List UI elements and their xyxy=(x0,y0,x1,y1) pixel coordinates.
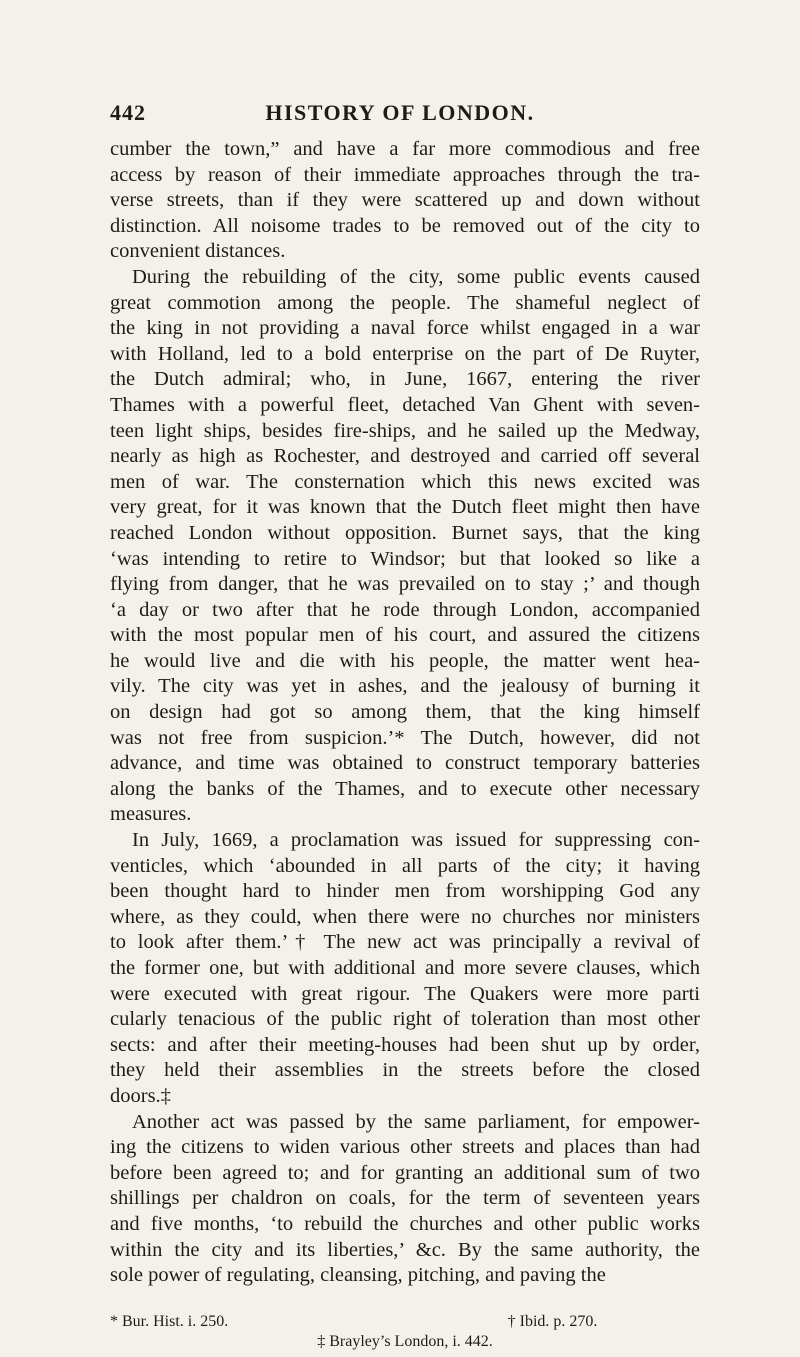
page-header xyxy=(0,100,800,130)
paragraph xyxy=(110,265,700,828)
text-line: the king in not providing a naval force whilst engaged in a war xyxy=(110,317,700,340)
text-line: with Holland, led to a bold enterprise on the part of De Ruyter, xyxy=(110,342,700,365)
text-line: great commotion among the people. The shameful neglect of xyxy=(110,291,700,314)
text-line: ing the citizens to widen various other streets and places than had xyxy=(110,1136,700,1159)
text-line: on design had got so among them, that the king himself xyxy=(110,701,700,724)
text-line: to look after them.’† The new act was principally a revival of xyxy=(110,931,700,954)
text-line: ‘was intending to retire to Windsor; but that looked so like a xyxy=(110,547,700,570)
text-line: along the banks of the Thames, and to execute other necessary xyxy=(110,777,700,800)
text-line: very great, for it was known that the Dutch fleet might then have xyxy=(110,496,700,519)
text-line: doors.‡ xyxy=(110,1084,171,1107)
text-line: In July, 1669, a proclamation was issued for suppressing con- xyxy=(132,829,700,852)
text-line: shillings per chaldron on coals, for the term of seventeen years xyxy=(110,1187,700,1210)
text-line: with the most popular men of his court, and assured the citizens xyxy=(110,624,700,647)
text-line: was not free from suspicion.’* The Dutch, however, did not xyxy=(110,726,700,749)
text-line: distinction. All noisome trades to be removed out of the city to xyxy=(110,214,700,237)
running-title: HISTORY OF LONDON. xyxy=(265,100,535,125)
text-line: teen light ships, besides fire-ships, and he sailed up the Medway, xyxy=(110,419,700,442)
paragraph xyxy=(110,1110,700,1289)
text-line: cularly tenacious of the public right of toleration than most other xyxy=(110,1008,700,1031)
text-line: the former one, but with additional and more severe clauses, which xyxy=(110,957,700,979)
text-line: they held their assemblies in the streets before the closed xyxy=(110,1059,700,1082)
text-line: During the rebuilding of the city, some public events caused xyxy=(132,265,700,288)
text-line: venticles, which ‘abounded in all parts of the city; it having xyxy=(110,854,700,877)
body-text xyxy=(110,137,700,1289)
text-line: sole power of regulating, cleansing, pitching, and paving the xyxy=(110,1264,606,1287)
text-line: vily. The city was yet in ashes, and the jealousy of burning it xyxy=(110,675,700,698)
text-line: he would live and die with his people, the matter went hea- xyxy=(110,649,700,672)
footnote-dagger: † Ibid. p. 270. xyxy=(507,1313,598,1330)
text-line: advance, and time was obtained to construct temporary batteries xyxy=(110,752,700,775)
text-line: were executed with great rigour. The Quakers were more parti xyxy=(110,982,700,1005)
text-line: the Dutch admiral; who, in June, 1667, entering the river xyxy=(110,368,700,391)
text-line: ‘a day or two after that he rode through London, accompanied xyxy=(110,598,700,621)
text-line: men of war. The consternation which this news excited was xyxy=(110,470,700,493)
text-line: Thames with a powerful fleet, detached Van Ghent with seven- xyxy=(110,393,700,416)
footnote-star: * Bur. Hist. i. 250. xyxy=(110,1313,229,1330)
text-line: where, as they could, when there were no churches nor ministers xyxy=(110,905,700,928)
text-line: nearly as high as Rochester, and destroyed and carried off several xyxy=(110,445,700,468)
text-line: Another act was passed by the same parliament, for empower- xyxy=(132,1110,700,1133)
paragraph xyxy=(110,828,700,1110)
text-line: measures. xyxy=(110,803,192,826)
page-number: 442 xyxy=(110,100,146,125)
text-line: been thought hard to hinder men from worshipping God any xyxy=(110,880,700,903)
text-line: access by reason of their immediate approaches through the tra- xyxy=(110,163,700,186)
text-line: convenient distances. xyxy=(110,240,286,263)
text-line: reached London without opposition. Burnet says, that the king xyxy=(110,521,700,544)
footnote-double-dagger: ‡ Brayley’s London, i. 442. xyxy=(317,1333,493,1350)
text-line: cumber the town,” and have a far more commodious and free xyxy=(110,138,700,160)
footnotes xyxy=(110,1312,700,1352)
paragraph xyxy=(110,137,700,265)
text-line: within the city and its liberties,’ &c. By the same authority, the xyxy=(110,1238,700,1261)
text-line: sects: and after their meeting-houses had been shut up by order, xyxy=(110,1033,700,1056)
text-line: and five months, ‘to rebuild the churches and other public works xyxy=(110,1212,700,1235)
text-line: before been agreed to; and for granting an additional sum of two xyxy=(110,1161,700,1184)
text-line: flying from danger, that he was prevailed on to stay ;’ and though xyxy=(110,573,700,596)
text-line: verse streets, than if they were scattered up and down without xyxy=(110,189,700,212)
